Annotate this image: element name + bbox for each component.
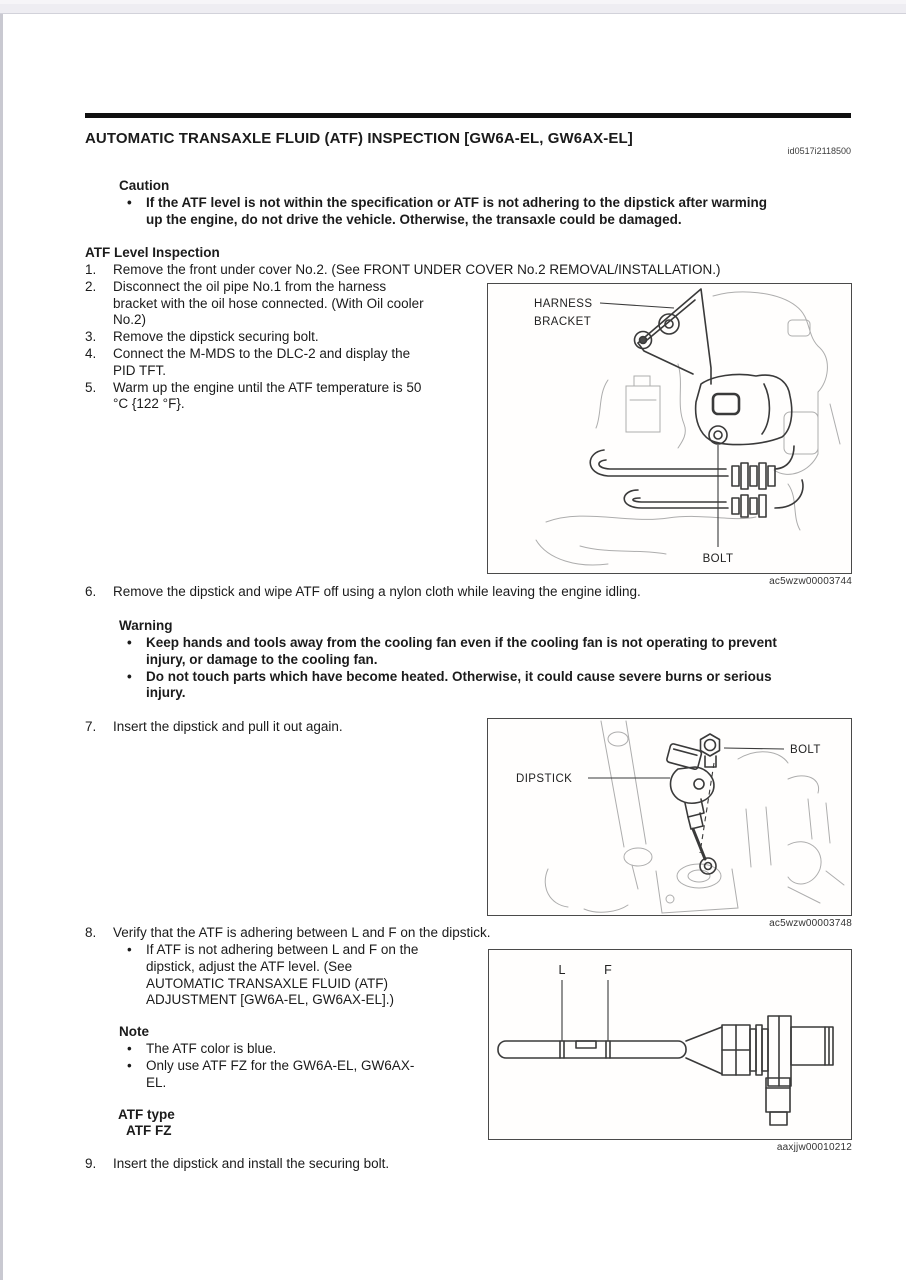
figure-2-image [488, 719, 851, 915]
engine-background-lines [536, 292, 840, 565]
leader-lines [600, 303, 718, 547]
section-heading: ATF Level Inspection [85, 245, 220, 260]
atf-type-value: ATF FZ [126, 1123, 172, 1138]
step-number: 5. [85, 379, 97, 395]
step-number: 1. [85, 262, 97, 277]
step-text-line: Verify that the ATF is adhering between L and F on the dipstick. [113, 925, 491, 940]
bullet-dot [127, 942, 146, 1009]
step-text-line: Insert the dipstick and pull it out again. [113, 719, 343, 734]
bullet-dot [127, 195, 146, 229]
figure-dipstick-location [487, 718, 852, 929]
level-mark-l-label: L [558, 963, 566, 977]
bullet-dot [127, 669, 146, 703]
cover-window-detail [713, 394, 739, 414]
warning-heading: Warning [119, 618, 173, 633]
step-8-sub-bullet [127, 942, 418, 1009]
dipstick-and-bolt-drawing [666, 734, 719, 874]
figure-3-frame [488, 949, 852, 1140]
step-text-line: Insert the dipstick and install the securing bolt. [113, 1156, 390, 1171]
note-bullet [127, 1058, 414, 1092]
step-9 [85, 1156, 389, 1173]
warning-text-line: Do not touch parts which have become heated. Otherwise, it could cause severe burns or serious [146, 668, 772, 684]
step-8 [85, 925, 490, 942]
note-text-line: The ATF color is blue. [146, 1041, 277, 1056]
dipstick-drawing [498, 1016, 833, 1125]
step-text-line: Remove the dipstick securing bolt. [113, 329, 319, 345]
figure-2-frame [487, 718, 852, 916]
step-7 [85, 719, 343, 736]
step-number: 3. [85, 329, 97, 345]
caution-heading: Caution [119, 178, 170, 193]
figure-1-caption: ac5wzw00003744 [769, 576, 852, 587]
step-number: 8. [85, 925, 97, 940]
dipstick-label: DIPSTICK [516, 773, 573, 785]
warning-bullet [127, 635, 777, 669]
figure-2-caption: ac5wzw00003748 [769, 918, 852, 929]
warning-bullets [127, 635, 777, 702]
step-number: 7. [85, 719, 97, 734]
figure-1-frame [487, 283, 852, 574]
leader-lines [588, 748, 784, 853]
warning-text-line: injury, or damage to the cooling fan. [146, 651, 378, 667]
step-number: 2. [85, 278, 97, 294]
warning-bullet [127, 669, 777, 703]
step-text-line: No.2) [113, 312, 147, 328]
step-text-line: Warm up the engine until the ATF temperature is 50 [113, 379, 422, 395]
figure-harness-bracket [487, 283, 852, 587]
caution-text-line: If the ATF level is not within the specification or ATF is not adhering to the dipstick after warming [146, 195, 768, 210]
atf-type-heading: ATF type [118, 1107, 175, 1122]
bullet-dot [127, 1041, 146, 1058]
step-text-line: bracket with the oil hose connected. (With Oil cooler [113, 295, 424, 311]
figure-3-caption: aaxjjw00010212 [776, 1142, 852, 1153]
harness-bracket-label-line1: HARNESS [534, 298, 593, 310]
step-number: 6. [85, 584, 97, 599]
warning-text-line: Keep hands and tools away from the cooling fan even if the cooling fan is not operating to prevent [146, 635, 777, 650]
bolt-label: BOLT [790, 744, 821, 756]
step-number: 9. [85, 1156, 97, 1171]
title-rule [85, 113, 851, 118]
step-1 [85, 262, 720, 279]
level-mark-f-label: F [604, 963, 612, 977]
note-bullets [127, 1041, 414, 1091]
doc-id: id0517i2118500 [787, 146, 851, 156]
step-number: 4. [85, 345, 97, 361]
viewer-top-edge-line [0, 4, 906, 14]
bolt-label: BOLT [702, 553, 734, 565]
page-left-edge [0, 14, 3, 1280]
figure-3-image [489, 950, 851, 1139]
step-text-line: Remove the dipstick and wipe ATF off using a nylon cloth while leaving the engine idling. [113, 584, 641, 599]
note-text-line: Only use ATF FZ for the GW6A-EL, GW6AX- [146, 1057, 415, 1073]
bullet-dot [127, 635, 146, 669]
harness-bracket-label-line2: BRACKET [534, 316, 592, 328]
bullet-dot [127, 1058, 146, 1092]
sub-bullet-line: dipstick, adjust the ATF level. (See [146, 958, 353, 974]
step-text-line: Remove the front under cover No.2. (See FRONT UNDER COVER No.2 REMOVAL/INSTALLATION.) [113, 262, 721, 277]
step-text-line: °C {122 °F}. [113, 396, 185, 412]
caution-text-line: up the engine, do not drive the vehicle. Otherwise, the transaxle could be damaged. [146, 211, 682, 227]
note-text-line: EL. [146, 1074, 167, 1090]
sub-bullet-line: ADJUSTMENT [GW6A-EL, GW6AX-EL].) [146, 992, 395, 1008]
step-6 [85, 584, 641, 601]
step-text-line: Disconnect the oil pipe No.1 from the harness [113, 278, 387, 294]
figure-dipstick-marks [488, 949, 852, 1153]
step-text-line: PID TFT. [113, 362, 167, 378]
figure-1-image [488, 284, 851, 573]
leader-lines [562, 980, 608, 1041]
page-title: AUTOMATIC TRANSAXLE FLUID (ATF) INSPECTION [GW6A-EL, GW6AX-EL] [85, 130, 633, 147]
note-bullet [127, 1041, 414, 1058]
caution-bullet [127, 195, 767, 229]
harness-bracket-drawing [590, 289, 803, 517]
warning-text-line: injury. [146, 685, 186, 701]
sub-bullet-line: If ATF is not adhering between L and F on the [146, 942, 419, 957]
step-text-line: Connect the M-MDS to the DLC-2 and display the [113, 345, 411, 361]
note-heading: Note [119, 1024, 149, 1039]
sub-bullet-line: AUTOMATIC TRANSAXLE FLUID (ATF) [146, 975, 389, 991]
